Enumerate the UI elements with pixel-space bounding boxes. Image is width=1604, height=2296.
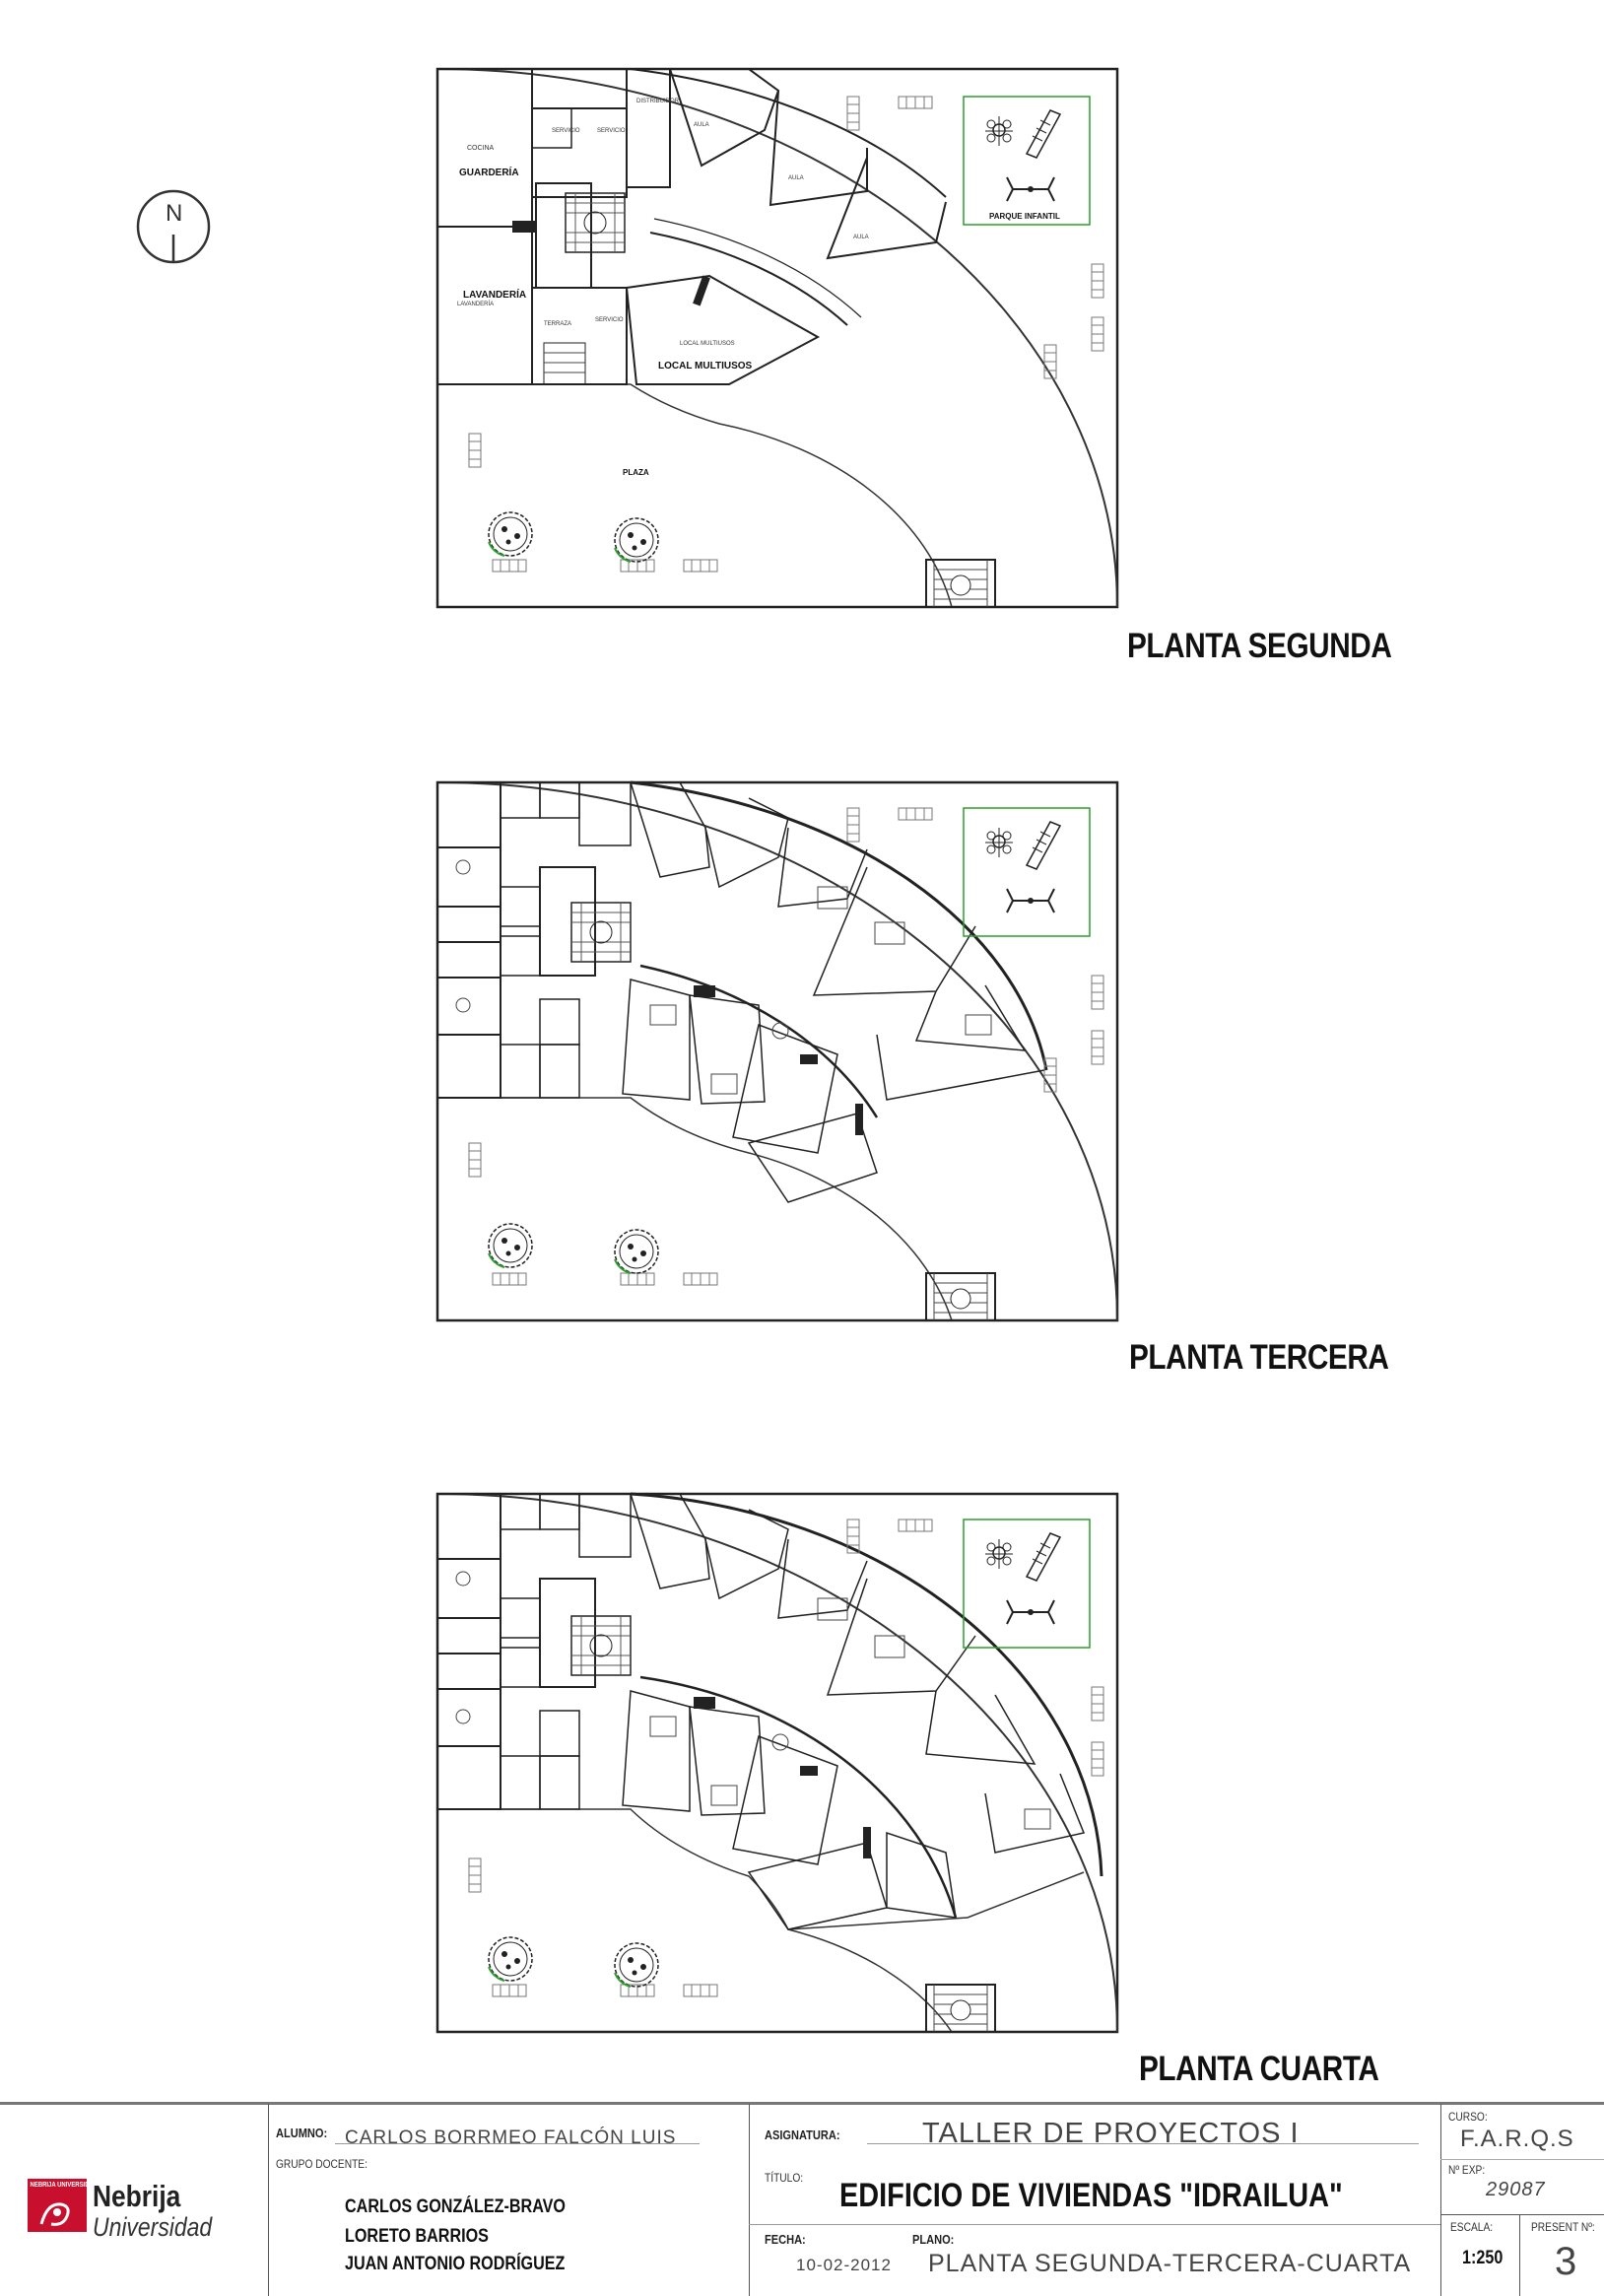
room-parque-infantil: PARQUE INFANTIL [989,212,1060,221]
titulo-label: TÍTULO: [765,2171,804,2185]
escala-value: 1:250 [1462,2248,1504,2268]
plan-title-cuarta: PLANTA CUARTA [1139,2050,1379,2088]
fecha-value: 10-02-2012 [796,2256,892,2274]
titulo-value: EDIFICIO DE VIVIENDAS "IDRAILUA" [839,2177,1343,2214]
escala-label: ESCALA: [1450,2220,1494,2234]
plan-cuarta [437,1494,1117,2032]
alumno-name: CARLOS BORRMEO FALCÓN LUIS [345,2127,677,2148]
plano-value: PLANTA SEGUNDA-TERCERA-CUARTA [928,2250,1412,2277]
plan-title-tercera: PLANTA TERCERA [1129,1338,1389,1377]
room-local-multiusos: LOCAL MULTIUSOS [658,361,753,371]
svg-text:AULA: AULA [694,122,709,128]
north-arrow-icon [138,191,209,262]
svg-text:SERVICIO: SERVICIO [595,317,624,323]
svg-text:N: N [166,200,183,227]
room-lavanderia: LAVANDERÍA [463,290,527,301]
plan-tercera [437,782,1117,1320]
asignatura-value: TALLER DE PROYECTOS I [922,2118,1300,2149]
nebrija-logo: NEBRIJA UNIVERSIDAD [28,2179,87,2232]
svg-text:AULA: AULA [853,235,869,240]
logo-emblem-icon [28,2195,87,2232]
exp-value: 29087 [1486,2179,1546,2200]
title-block [0,2102,1604,2296]
docente-2: LORETO BARRIOS [345,2226,489,2247]
plan-title-segunda: PLANTA SEGUNDA [1127,627,1392,665]
svg-text:COCINA: COCINA [467,145,495,152]
plan-segunda [437,69,1117,607]
plano-label: PLANO: [912,2232,955,2247]
alumno-label: ALUMNO: [276,2126,328,2140]
svg-text:DISTRIBUIDOR: DISTRIBUIDOR [636,99,680,104]
asignatura-label: ASIGNATURA: [765,2127,840,2142]
room-guarderia: GUARDERÍA [459,168,519,178]
docente-1: CARLOS GONZÁLEZ-BRAVO [345,2196,567,2217]
logo-sub: Universidad [93,2212,213,2242]
svg-text:TERRAZA: TERRAZA [544,321,572,327]
svg-text:LAVANDERÍA: LAVANDERÍA [457,302,495,307]
curso-value: F.A.R.Q.S [1460,2126,1574,2152]
svg-text:SERVICIO: SERVICIO [552,128,580,134]
present-value: 3 [1555,2240,1578,2283]
present-label: PRESENT Nº: [1531,2220,1595,2234]
room-plaza: PLAZA [623,468,649,477]
svg-text:AULA: AULA [788,175,804,181]
grupo-label: GRUPO DOCENTE: [276,2157,368,2171]
curso-label: CURSO: [1448,2110,1488,2124]
svg-text:LOCAL MULTIUSOS: LOCAL MULTIUSOS [680,341,735,347]
fecha-label: FECHA: [765,2232,806,2247]
docente-3: JUAN ANTONIO RODRÍGUEZ [345,2254,566,2274]
logo-name: Nebrija [93,2179,181,2213]
exp-label: Nº EXP: [1448,2163,1486,2177]
svg-text:SERVICIO: SERVICIO [597,128,626,134]
